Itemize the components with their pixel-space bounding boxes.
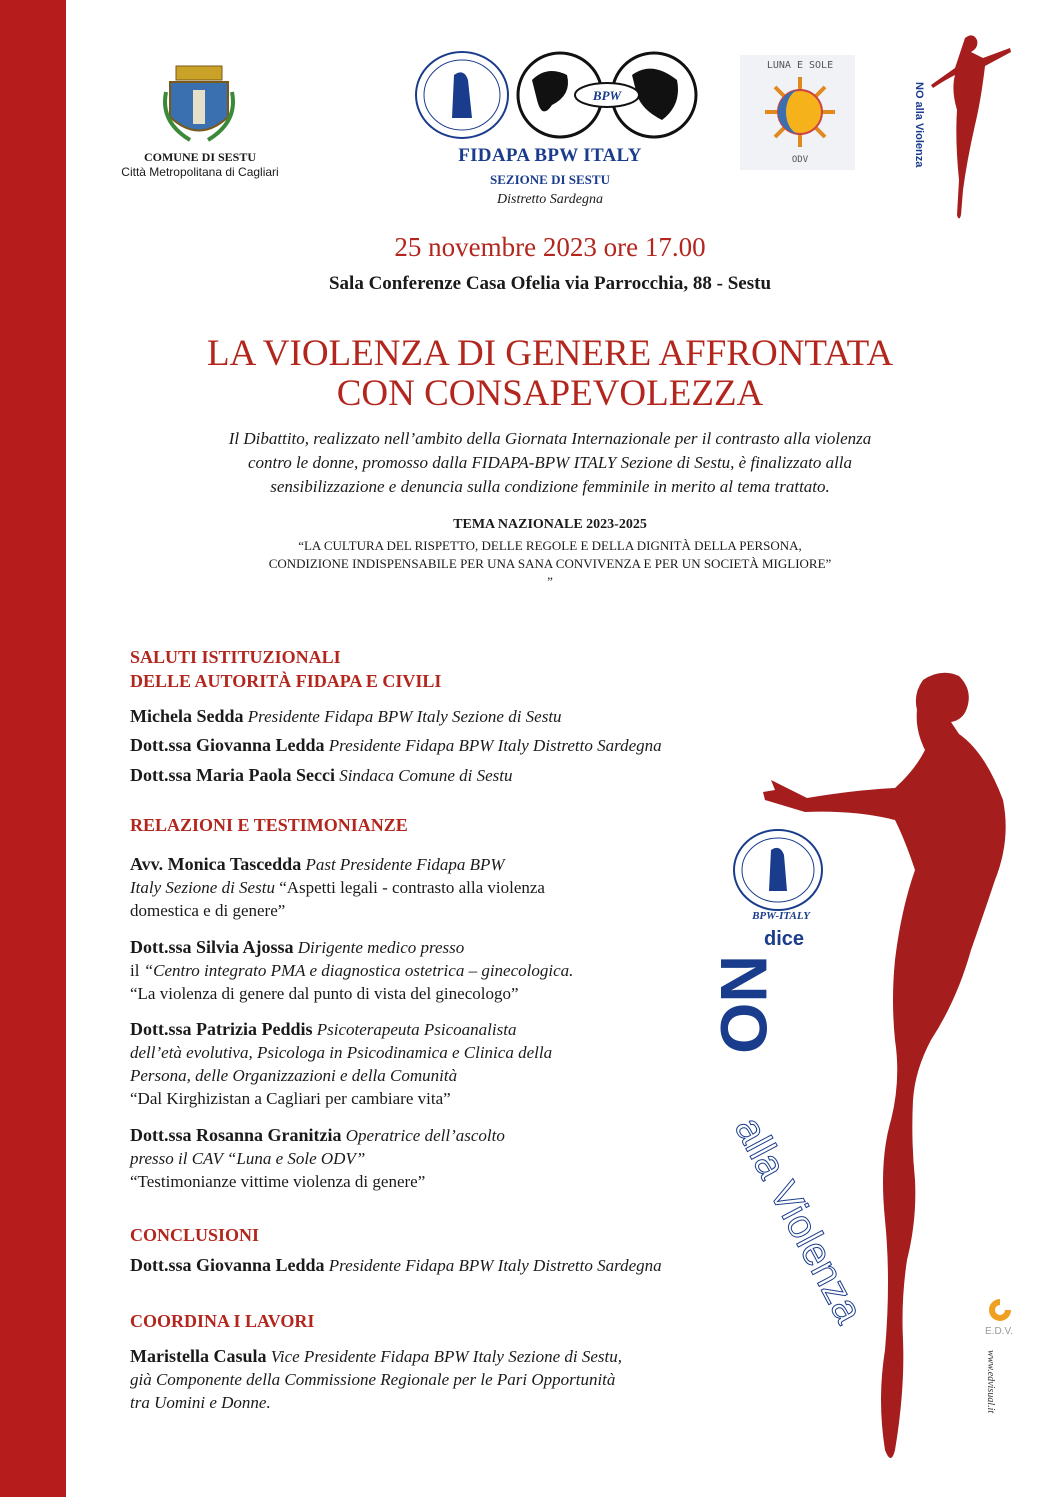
intro-line-1: Il Dibattito, realizzato nell’ambito della Giornata Internazionale per il contrasto alla violenza [228,429,872,448]
edv-label: E.D.V. [985,1326,1013,1337]
sun-moon-icon [765,75,835,150]
intro-line-3: sensibilizzazione e denuncia sulla condizione femminile in merito al tema trattato. [270,477,830,496]
saluti-item [130,734,830,757]
talk-title-cont: domestica e di genere” [130,901,286,920]
no-text: NO [707,955,781,1054]
title-line-2: CON CONSAPEVOLEZZA [336,373,764,414]
comune-subtitle: Città Metropolitana di Cagliari [121,165,279,179]
talk-title: “Dal Kirghizistan a Cagliari per cambiare vita” [130,1089,451,1108]
speaker-name: Maristella Casula [130,1346,267,1366]
relazione-item [130,1124,730,1193]
speaker-role: Psicoterapeuta Psicoanalista [316,1020,517,1039]
relazioni-heading: RELAZIONI E TESTIMONIANZE [130,815,408,835]
speaker-role: Presidente Fidapa BPW Italy Distretto Sardegna [328,736,662,755]
coordina-item [130,1345,830,1414]
speaker-role: Presidente Fidapa BPW Italy Distretto Sardegna [328,1256,662,1275]
fidapa-emblem-icon [728,828,828,912]
bpw-globe-label: BPW [592,88,622,103]
speaker-role-cont: Italy Sezione di Sestu [130,878,275,897]
speaker-name: Dott.ssa Maria Paola Secci [130,765,335,785]
alla-violenza-text: alla Violenza [726,1110,872,1331]
saluti-item [130,764,830,787]
fidapa-district: Distretto Sardegna [497,192,603,207]
left-red-band [0,0,66,1497]
speaker-name: Dott.ssa Rosanna Granitzia [130,1125,342,1145]
speaker-role: Presidente Fidapa BPW Italy Sezione di Sestu [247,707,562,726]
speaker-role: Dirigente medico presso [297,938,465,957]
title-line-1: LA VIOLENZA DI GENERE AFFRONTATA [206,333,894,374]
speaker-name: Michela Sedda [130,706,244,726]
coordina-heading: COORDINA I LAVORI [130,1311,315,1331]
fidapa-title: FIDAPA BPW ITALY [458,145,642,166]
talk-title: “Aspetti legali - contrasto alla violenza [279,878,545,897]
fidapa-medallion-icon [412,50,512,140]
relazione-item [130,853,730,922]
edv-logo-icon [985,1296,1015,1324]
tema-line-3: ” [547,574,553,589]
speaker-name: Dott.ssa Silvia Ajossa [130,937,294,957]
saluti-heading-1: SALUTI ISTITUZIONALI [130,647,341,667]
speaker-name: Dott.ssa Giovanna Ledda [130,735,325,755]
speaker-role-cont: Persona, delle Organizzazioni e della Comunità [130,1066,458,1085]
speaker-role: Past Presidente Fidapa BPW [305,855,505,874]
tema-heading: TEMA NAZIONALE 2023-2025 [453,517,647,532]
talk-title: “Testimonianze vittime violenza di genere” [130,1172,426,1191]
bpw-globes-icon [512,50,702,140]
saluti-heading [130,645,441,693]
tema-text [120,537,980,591]
luna-sole-label: LUNA E SOLE [766,60,834,71]
talk-title: “La violenza di genere dal punto di vista del ginecologo” [130,984,519,1003]
event-title [100,334,1000,414]
speaker-role-cont: già Componente della Commissione Regionale per le Pari Opportunità [130,1370,616,1389]
event-intro [110,427,990,499]
conclusioni-heading: CONCLUSIONI [130,1225,260,1245]
no-violenza-small: NO alla Violenza [913,82,925,168]
relazione-item [130,1018,750,1110]
speaker-role-prefix: il [130,961,140,980]
luna-sole-odv: ODV [791,155,809,165]
woman-figure-small-icon [915,30,1015,225]
fidapa-section: SEZIONE DI SESTU [490,172,610,187]
saluti-item [130,705,830,728]
speaker-role: Sindaca Comune di Sestu [339,766,513,785]
speaker-name: Avv. Monica Tascedda [130,854,302,874]
comune-name: COMUNE DI SESTU [143,150,257,164]
saluti-heading-2: DELLE AUTORITÀ FIDAPA E CIVILI [130,671,442,691]
speaker-role: Vice Presidente Fidapa BPW Italy Sezione di Sestu, [270,1347,622,1366]
speaker-role-cont: tra Uomini e Donne. [130,1393,271,1412]
event-venue: Sala Conferenze Casa Ofelia via Parrocchia, 88 - Sestu [328,273,772,294]
conclusioni-item [130,1254,850,1277]
speaker-role-cont: presso il CAV “Luna e Sole ODV” [130,1149,366,1168]
speaker-role-cont: “Centro integrato PMA e diagnostica ostetrica – ginecologica. [143,961,574,980]
speaker-name: Dott.ssa Patrizia Peddis [130,1019,313,1039]
comune-crest-icon [160,62,238,144]
dice-text: dice [763,928,805,950]
intro-line-2: contro le donne, promosso dalla FIDAPA-BPW ITALY Sezione di Sestu, è finalizzato alla [247,453,853,472]
speaker-role-cont: dell’età evolutiva, Psicologa in Psicodinamica e Clinica della [130,1043,553,1062]
speaker-name: Dott.ssa Giovanna Ledda [130,1255,325,1275]
tema-line-1: “LA CULTURA DEL RISPETTO, DELLE REGOLE E DELLA DIGNITÀ DELLA PERSONA, [298,538,802,553]
tema-line-2: CONDIZIONE INDISPENSABILE PER UNA SANA CONVIVENZA E PER UN SOCIETÀ MIGLIORE” [268,556,832,571]
event-date: 25 novembre 2023 ore 17.00 [394,232,706,262]
edvisual-url: www.edvisual.it [985,1350,996,1414]
speaker-role: Operatrice dell’ascolto [345,1126,505,1145]
fidapa-emblem-label: BPW-ITALY [752,910,810,922]
relazione-item [130,936,750,1005]
